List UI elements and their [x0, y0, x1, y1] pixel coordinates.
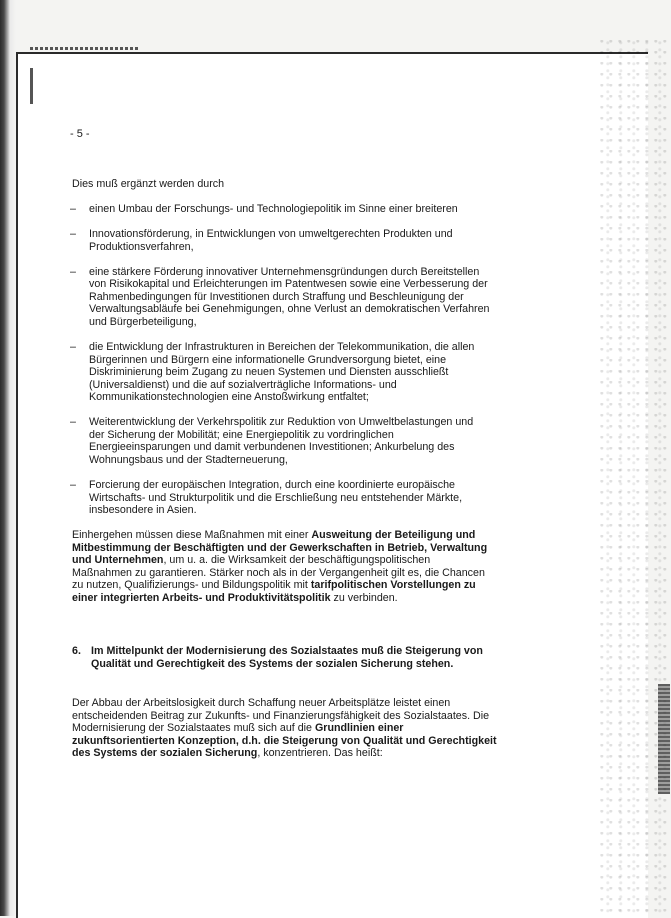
scan-top-edge	[30, 47, 140, 50]
scan-edge-bar	[658, 684, 670, 794]
list-item	[70, 228, 490, 253]
list-item	[70, 479, 490, 517]
list-item	[70, 341, 490, 404]
scan-left-edge	[0, 0, 16, 916]
scan-mark	[30, 68, 33, 104]
list-item	[70, 416, 490, 466]
bullet-dash: –	[70, 479, 76, 492]
bullet-dash: –	[70, 265, 76, 278]
bullet-dash: –	[70, 340, 76, 353]
para-bold: Grundlinien einer zukunftsorientierten Konzeption, d.h. die Steigerung von Qualität und Gerechtigkeit des Systems der sozialen Sicherung	[72, 722, 497, 760]
bullet-dash: –	[70, 416, 76, 429]
para-text: , um u. a. die Wirksamkeit der beschäftigungspolitischen Maßnahmen zu garantieren. Stärker noch als in der Vergangenheit gilt es, die Chancen zu nutzen, Qualifizierungs- und Bildungspolitik mit	[72, 554, 485, 592]
para-bold: Ausweitung der Beteiligung und Mitbestimmung der Beschäftigten und der Gewerkschaften in Betrieb, Verwaltung und Unternehmen	[72, 529, 488, 567]
para-text: , konzentrieren. Das heißt:	[257, 747, 383, 760]
bullet-text: Weiterentwicklung der Verkehrspolitik zur Reduktion von Umweltbelastungen und der Sicherung der Mobilität; eine Energiepolitik zu vordringlichen Energieeinsparungen und damit verbundenen Investitionen; Ankurbelung des Wohnungsbaus und der Stadterneuerung,	[89, 416, 474, 467]
para-text: Einhergehen müssen diese Maßnahmen mit einer	[72, 529, 312, 541]
bullet-text: die Entwicklung der Infrastrukturen in Bereichen der Telekommunikation, die allen Bürgerinnen und Bürgern eine informationelle Grundversorgung bietet, eine Diskriminierung beim Zugang zu neuen Systemen und Diensten ausschließt (Universaldienst) und die auf sozialverträgliche Informations- und Kommunikationstechnologien eine Anstoßwirkung entfaltet;	[89, 340, 475, 404]
bullet-text: eine stärkere Förderung innovativer Unternehmensgründungen durch Bereitstellen von Risikokapital und Erleichterungen im Patentwesen sowie eine Verbesserung der Rahmenbedingungen für Investitionen durch Straffung und Beschleunigung der Verwaltungsabläufe bei Genehmigungen, ohne Verlust an demokratischen Verfahren und Bürgerbeteiligung,	[89, 265, 490, 328]
para-text: zu verbinden.	[330, 591, 398, 604]
paragraph-social-state	[72, 697, 502, 760]
list-item	[70, 203, 490, 216]
bullet-dash: –	[70, 227, 76, 240]
para-text: Der Abbau der Arbeitslosigkeit durch Schaffung neuer Arbeitsplätze leistet einen entscheidenden Beitrag zur Zukunfts- und Finanzierungsfähigkeit des Sozialstaates. Die Modernisierung der Sozialstaates muß sich auf die	[72, 697, 490, 735]
para-bold: tarifpolitischen Vorstellungen zu einer integrierten Arbeits- und Produktivitätspolitik	[72, 579, 476, 604]
bullet-text: Forcierung der europäischen Integration, durch eine koordinierte europäische Wirtschafts- und Strukturpolitik und die Erschließung neu entstehender Märkte, insbesondere in Asien.	[89, 479, 463, 517]
bullet-dash: –	[70, 203, 76, 215]
intro-text: Dies muß ergänzt werden durch	[72, 178, 225, 190]
page-number: - 5 -	[70, 128, 90, 140]
section-title: Im Mittelpunkt der Modernisierung des Sozialstaates muß die Steigerung von Qualität und Gerechtigkeit des Systems der sozialen Sicherung stehen.	[91, 645, 483, 670]
paragraph-participation	[72, 529, 492, 605]
bullet-text: einen Umbau der Forschungs- und Technologiepolitik im Sinne einer breiteren	[89, 203, 458, 215]
section-number: 6.	[72, 645, 81, 657]
bullet-list	[70, 203, 490, 529]
section-heading	[72, 645, 492, 670]
bullet-text: Innovationsförderung, in Entwicklungen von umweltgerechten Produkten und Produktionsverfahren,	[89, 227, 453, 253]
list-item	[70, 266, 490, 329]
